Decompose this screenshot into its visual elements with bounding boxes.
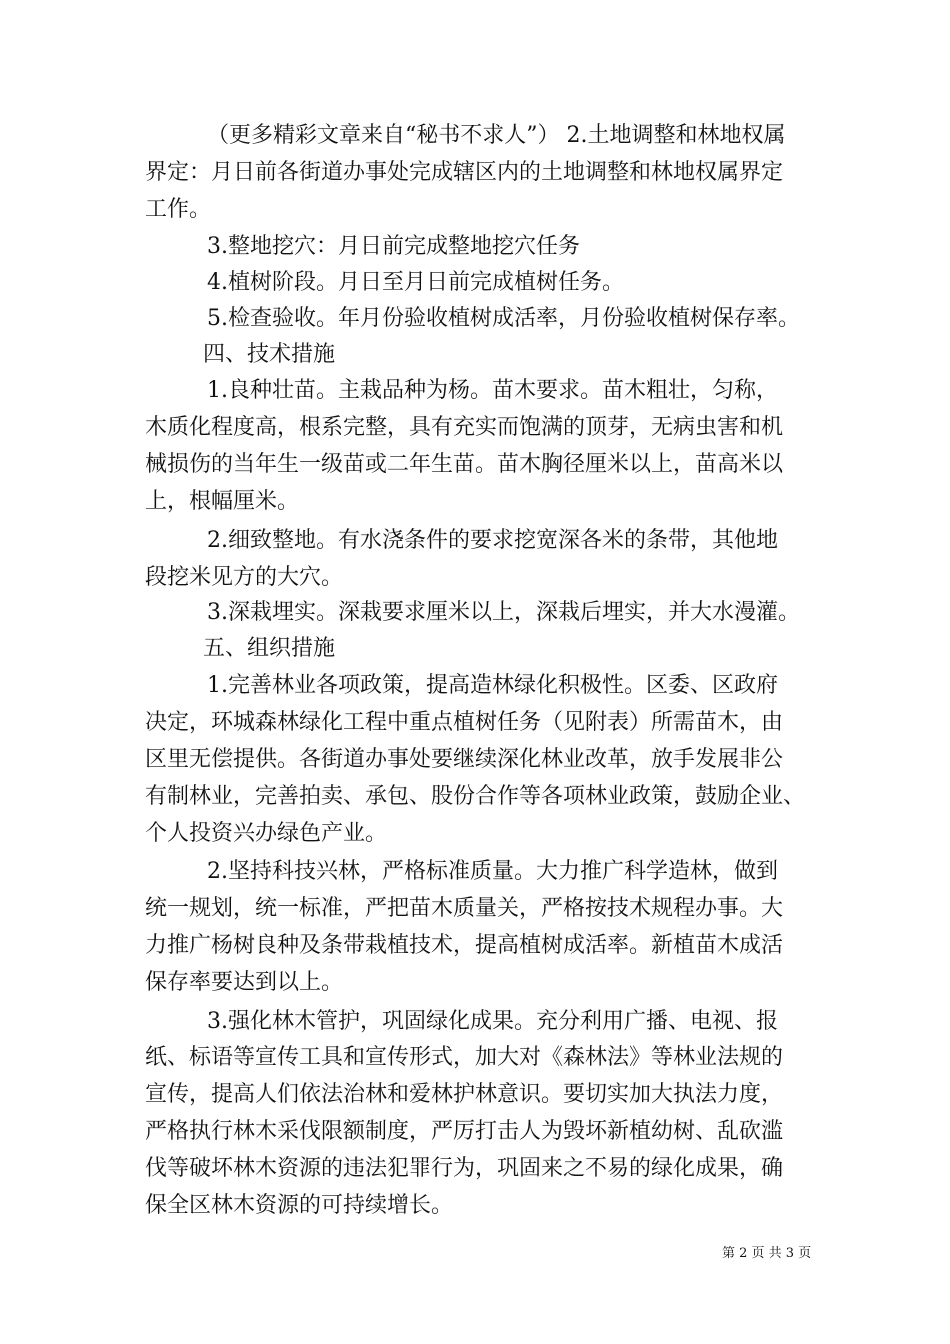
text-line: （更多精彩文章来自“秘书不求人”） 2.土地调整和林地权属	[207, 123, 786, 148]
text-line: 宣传，提高人们依法治林和爱林护林意识。要切实加大执法力度，	[145, 1082, 784, 1107]
text-line: 1.良种壮苗。主栽品种为杨。苗木要求。苗木粗壮，匀称，	[207, 378, 778, 403]
text-line: 统一规划，统一标准，严把苗木质量关，严格按技术规程办事。大	[145, 896, 784, 921]
text-line: 保存率要达到以上。	[145, 970, 344, 995]
text-line: 木质化程度高，根系完整，具有充实而饱满的顶芽，无病虫害和机	[145, 415, 784, 440]
text-line: 上，根幅厘米。	[145, 489, 300, 514]
text-line: 2.细致整地。有水浇条件的要求挖宽深各米的条带，其他地	[207, 528, 778, 553]
section-heading: 四、技术措施	[203, 342, 336, 367]
text-line: 纸、标语等宣传工具和宣传形式，加大对《森林法》等林业法规的	[145, 1045, 784, 1070]
text-line: 3.强化林木管护，巩固绿化成果。充分利用广播、电视、报	[207, 1009, 778, 1034]
text-line: 个人投资兴办绿色产业。	[145, 821, 388, 846]
text-line: 2.坚持科技兴林，严格标准质量。大力推广科学造林，做到	[207, 859, 778, 884]
text-line: 5.检查验收。年月份验收植树成活率，月份验收植树保存率。	[207, 306, 800, 331]
text-line: 械损伤的当年生一级苗或二年生苗。苗木胸径厘米以上，苗高米以	[145, 452, 784, 477]
text-line: 段挖米见方的大穴。	[145, 565, 344, 590]
text-line: 力推广杨树良种及条带栽植技术，提高植树成活率。新植苗木成活	[145, 933, 784, 958]
page-number-footer: 第 2 页 共 3 页	[722, 1246, 812, 1261]
text-line: 3.深栽埋实。深栽要求厘米以上，深栽后埋实，并大水漫灌。	[207, 600, 800, 625]
text-line: 4.植树阶段。月日至月日前完成植树任务。	[207, 270, 624, 295]
section-heading: 五、组织措施	[203, 636, 336, 661]
text-line: 伐等破坏林木资源的违法犯罪行为，巩固来之不易的绿化成果，确	[145, 1156, 784, 1181]
text-line: 有制林业，完善拍卖、承包、股份合作等各项林业政策，鼓励企业、	[145, 784, 806, 809]
text-line: 1.完善林业各项政策，提高造林绿化积极性。区委、区政府	[207, 673, 778, 698]
text-line: 区里无偿提供。各街道办事处要继续深化林业改革，放手发展非公	[145, 747, 784, 772]
text-line: 界定：月日前各街道办事处完成辖区内的土地调整和林地权属界定	[145, 160, 784, 185]
text-line: 3.整地挖穴：月日前完成整地挖穴任务	[207, 234, 580, 259]
text-line: 保全区林木资源的可持续增长。	[145, 1193, 454, 1218]
text-line: 严格执行林木采伐限额制度，严厉打击人为毁坏新植幼树、乱砍滥	[145, 1119, 784, 1144]
text-line: 工作。	[145, 197, 212, 222]
text-line: 决定，环城森林绿化工程中重点植树任务（见附表）所需苗木，由	[145, 710, 784, 735]
